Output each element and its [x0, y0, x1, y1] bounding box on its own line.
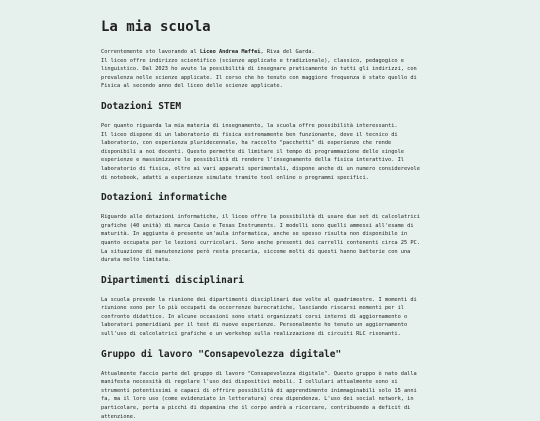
section-text-departments: La scuola prevede la riunione dei dipartimenti disciplinari due volte al quadrimestre. I momenti di riunione sono per lo più occupati da occorrenze burocratiche, lasciando riscarsi momenti per il confronto didattico. In alcune occasioni sono stati organizzati corsi interni di aggiornamento o laboratori pomeridiani per il test di nuove esperienze. Personalmente ho tenuto un aggiornamento sull'uso di calcolatrici grafiche e un workshop sulla realizzazione di circuiti RLC risonanti. — [101, 296, 417, 338]
section-heading-informatics: Dotazioni informatiche — [101, 192, 227, 204]
intro-text-rest: , Riva del Garda. Il liceo offre indirizzo scientifico (scienze applicate e tradizionale), classico, pedagogico e linguistico. Dal 2023 ho avuto la possibilità di insegnare praticamente in tutti gli indirizzi, con prevalenza nelle scienze applicate. Il corso che ho tenuto con maggiore frequenza è stato quello di Fisica al secondo anno del liceo delle scienze applicate. — [101, 49, 417, 90]
section-text-informatics: Riguardo alle dotazioni informatiche, il liceo offre la possibilità di usare due set di calcolatrici grafiche (40 unità) di marca Casio e Texas Instruments. I modelli sono quelli ammessi all'esame di maturità. In aggiunta è presente un'aula informatica, anche se spesso risulta non disponibile in quanto occupata per le lezioni curricolari. Sono anche presenti dei carrelli contenenti circa 25 PC. La situazione di manutenzione però resta precaria, siccome molti di questi hanno batterie con una durata molto limitata. — [101, 214, 420, 264]
page-title: La mia scuola — [101, 19, 211, 35]
school-name: Liceo Andrea Maffei — [199, 49, 261, 55]
section-text-digital-group: Attualmente faccio parte del gruppo di lavoro "Consapevolezza digitale". Questo gruppo è nato dalla manifesta necessità di regolare l'uso dei dispositivi mobili. I cellulari attualmente sono si strumenti potentissimi e capaci di offrire possibilità di apprendimento inimmaginabili solo 15 anni fa, ma il loro uso (come evidenziato in letteratura) crea dipendenza. L'uso dei social network, in particolare, porta a picchi di dopamina che il corpo andrà a ricercare, contribuendo a deficit di attenzione. — [101, 370, 417, 420]
section-heading-departments: Dipartimenti disciplinari — [101, 274, 244, 286]
section-heading-digital-group: Gruppo di lavoro "Consapevolezza digitale" — [101, 348, 342, 360]
section-text-stem: Per quanto riguarda la mia materia di insegnamento, la scuola offre possibilità interessanti. Il liceo dispone di un laboratorio di fisica estremamente ben funzionante, dove il tecnico di laboratorio, con esperienza pluridecennale, ha raccolto "pacchetti" di esperienze che rende disponibili a noi docenti. Questo permette di limitare il tempo di programmazione delle singole esperienze e massimizzare le possibilità di rendere l'insegnamento della fisica interattivo. Il laboratorio di fisica, oltre ai vari apparati sperimentali, dispone anche di un numero considerevole di notebook, adatti a esperienze simulate tramite tool online o programmi specifici. — [101, 122, 420, 181]
intro-text-start: Correntemente sto lavorando al — [101, 49, 200, 55]
intro-paragraph — [101, 48, 440, 91]
section-heading-stem: Dotazioni STEM — [101, 100, 182, 112]
